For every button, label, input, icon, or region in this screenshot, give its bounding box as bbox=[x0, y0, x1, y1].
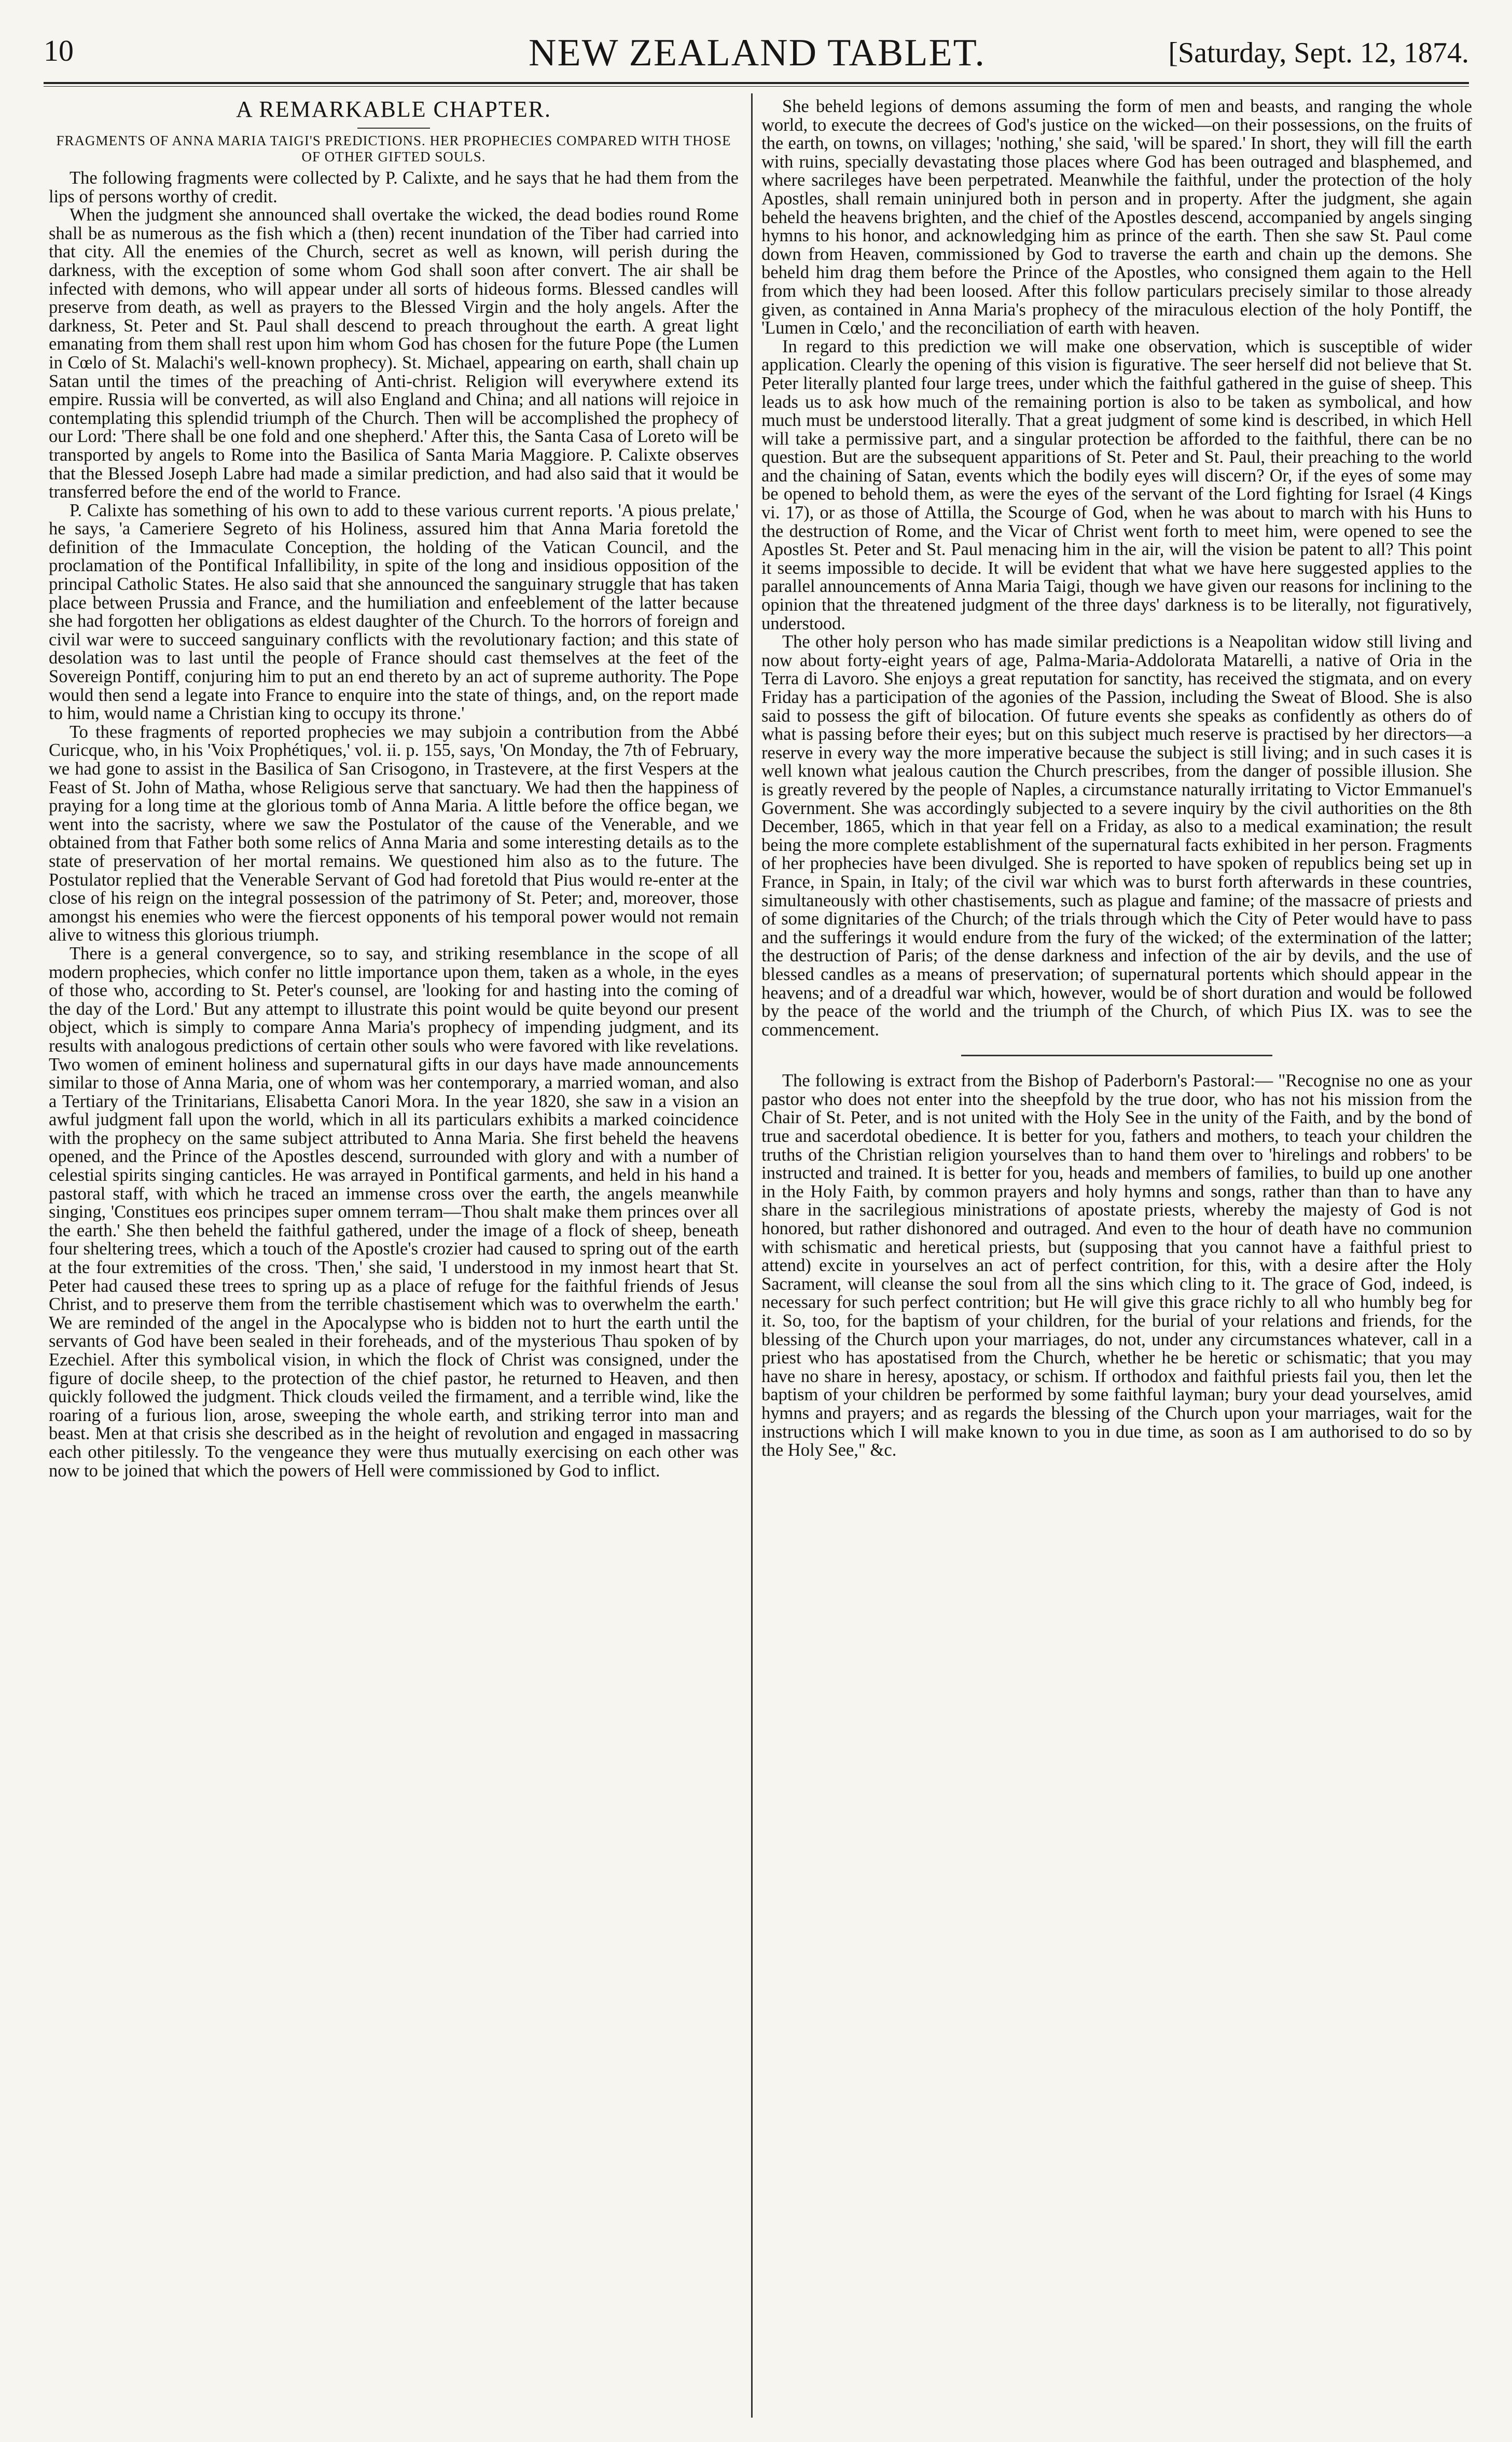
title-rule bbox=[357, 128, 430, 129]
masthead bbox=[44, 29, 1469, 79]
paragraph: In regard to this prediction we will make one observation, which is susceptible of wider application. Clearly the opening of this vision is figurative. The seer herself did not believe that St. Peter literally planted four large trees, under which the faithful gathered in the guise of sheep. This leads us to ask how much of the remaining portion is also to be taken as symbolical, and how much must be understood literally. That a great judgment of some kind is described, in which Hell will take a permissive part, and a singular protection be afforded to the faithful, there can be no question. But are the subsequent apparitions of St. Peter and St. Paul, their preaching to the world and the chaining of Satan, events which the bodily eyes will discern? Or, if the eyes of some may be opened to behold them, as were the eyes of the servant of the Lord fighting for Israel (4 Kings vi. 17), or as those of Attilla, the Scourge of God, when he was about to march with his Huns to the destruction of Rome, and the Vicar of Christ went forth to meet him, were opened to see the Apostles St. Peter and St. Paul menacing him in the air, will the vision be patent to all? This point it seems impossible to decide. It will be evident that what we have here suggested applies to the parallel announcements of Anna Maria Taigi, though we have given our reasons for inclining to the opinion that the threatened judgment of the three days' darkness is to be literally, not figuratively, understood. bbox=[761, 336, 1472, 633]
paragraph: The following fragments were collected by P. Calixte, and he says that he had them from the lips of persons worthy of credit. bbox=[49, 168, 739, 206]
paragraph: To these fragments of reported prophecies we may subjoin a contribution from the Abbé Curicque, who, in his 'Voix Prophétiques,' vol. ii. p. 155, says, 'On Monday, the 7th of February, we had gone to assist in the Basilica of San Crisogono, in Trastevere, at the first Vespers at the Feast of St. John of Matha, whose Religious serve that sanctuary. We had then the happiness of praying for a long time at the glorious tomb of Anna Maria. A little before the office began, we went into the sacristy, where we saw the Postulator of the cause of the Venerable, and we obtained from that Father both some relics of Anna Maria and some interesting details as to the state of preservation of her mortal remains. We questioned him also as to the future. The Postulator replied that the Venerable Servant of God had foretold that Pius would re-enter at the close of his reign on the integral possession of the patrimony of St. Peter; and, moreover, those amongst his enemies who were the fiercest opponents of his temporal power would not remain alive to witness this glorious triumph. bbox=[49, 722, 739, 945]
paragraph: There is a general convergence, so to say, and striking resemblance in the scope of all modern prophecies, which confer no little importance upon them, taken as a whole, in the eyes of those who, according to St. Peter's counsel, are 'looking for and hasting into the coming of the day of the Lord.' But any attempt to illustrate this point would be quite beyond our present object, which is simply to compare Anna Maria's prophecy of impending judgment, and its results with analogous predictions of certain other souls who were favored with like revelations. Two women of eminent holiness and supernatural gifts in our days have made announcements similar to those of Anna Maria, one of whom was her contemporary, a married woman, and also a Tertiary of the Trinitarians, Elisabetta Canori Mora. In the year 1820, she saw in a vision an awful judgment fall upon the world, which in all its particulars exhibits a marked coincidence with the prophecy on the same subject attributed to Anna Maria. She first beheld the heavens opened, and the Prince of the Apostles descend, surrounded with glory and with a number of celestial spirits singing canticles. He was arrayed in Pontifical garments, and held in his hand a pastoral staff, with which he traced an immense cross over the earth, the angels meanwhile singing, 'Constitues eos principes super omnem terram—Thou shalt make them princes over all the earth.' She then beheld the faithful gathered, under the image of a flock of sheep, beneath four sheltering trees, which a touch of the Apostle's crozier had caused to spring out of the earth at the four extremities of the cross. 'Then,' she said, 'I understood in my inmost heart that St. Peter had caused these trees to spring up as a place of refuge for the faithful friends of Jesus Christ, and to preserve them from the terrible chastisement which was to overwhelm the earth.' We are reminded of the angel in the Apocalypse who is bidden not to hurt the earth until the servants of God have been sealed in their foreheads, and of the mysterious Thau spoken of by Ezechiel. After this symbolical vision, in which the flock of Christ was consigned, under the figure of docile sheep, to the protection of the chief pastor, he returned to Heaven, and then quickly followed the judgment. Thick clouds veiled the firmament, and a terrible wind, like the roaring of a furious lion, arose, sweeping the whole earth, and striking terror into man and beast. Men at that crisis she described as in the height of revolution and engaged in massacring each other pitilessly. To the vengeance they were thus mutually exercising on each other was now to be joined that which the powers of Hell were commissioned by God to inflict. bbox=[49, 943, 739, 1481]
column-divider bbox=[751, 93, 753, 2418]
section-rule bbox=[961, 1055, 1272, 1056]
paragraph: When the judgment she announced shall overtake the wicked, the dead bodies round Rome shall be as numerous as the fish which a (then) recent inundation of the Tiber had carried into that city. All the enemies of the Church, secret as well as known, will perish during the darkness, with the exception of some whom God shall soon after convert. The air shall be infected with demons, who will appear under all sorts of hideous forms. Blessed candles will preserve from death, as well as prayers to the Blessed Virgin and the holy angels. After the darkness, St. Peter and St. Paul shall descend to preach throughout the earth. A great light emanating from them shall rest upon him whom God has chosen for the future Pope (the Lumen in Cœlo of St. Malachi's well-known prophecy). St. Michael, appearing on earth, shall chain up Satan until the times of the preaching of Anti-christ. Religion will everywhere extend its empire. Russia will be converted, as will also England and China; and all nations will rejoice in contemplating this splendid triumph of the Church. Then will be accomplished the prophecy of our Lord: 'There shall be one fold and one shepherd.' After this, the Santa Casa of Loreto will be transported by angels to Rome into the Basilica of Santa Maria Maggiore. P. Calixte observes that the Blessed Joseph Labre had made a similar prediction, and had also said that it would be transferred before the end of the world to France. bbox=[49, 205, 739, 502]
newspaper-title: NEW ZEALAND TABLET. bbox=[529, 32, 986, 74]
left-column bbox=[49, 98, 739, 2432]
issue-date: [Saturday, Sept. 12, 1874. bbox=[1168, 37, 1469, 69]
paragraph: She beheld legions of demons assuming the form of men and beasts, and ranging the whole world, to execute the decrees of God's justice on the wicked—on their possessions, on the fruits of the earth, on towns, on villages; 'nothing,' she said, 'will be spared.' In short, they will fill the earth with ruins, specially devastating those places where God has been outraged and blasphemed, and where sacrileges have been perpetrated. Meanwhile the faithful, under the protection of the holy Apostles, shall remain uninjured both in person and in property. After the judgment, she again beheld the heavens brighten, and the chief of the Apostles descend, accompanied by angels singing hymns to his honor, and acknowledging him as prince of the earth. Then she saw St. Paul come down from Heaven, commissioned by God to traverse the earth and chain up the demons. She beheld him drag them before the Prince of the Apostles, who consigned them again to the Hell from which they had been loosed. After this follow particulars precisely similar to those already given, as contained in Anna Maria's prophecy of the miraculous election of the holy Pontiff, the 'Lumen in Cœlo,' and the reconciliation of earth with heaven. bbox=[761, 98, 1472, 338]
page-number: 10 bbox=[44, 34, 74, 67]
right-column bbox=[761, 98, 1472, 2432]
header-rule bbox=[44, 82, 1469, 87]
article-title: A REMARKABLE CHAPTER. bbox=[236, 98, 551, 122]
article-subtitle: FRAGMENTS OF ANNA MARIA TAIGI'S PREDICTIONS. HER PROPHECIES COMPARED WITH THOSE OF OTHER GIFTED SOULS. bbox=[56, 133, 731, 164]
paragraph: The other holy person who has made similar predictions is a Neapolitan widow still living and now about forty-eight years of age, Palma-Maria-Addolorata Matarelli, a native of Oria in the Terra di Lavoro. She enjoys a great reputation for sanctity, has received the stigmata, and on every Friday has a participation of the agonies of the Passion, including the Sweat of Blood. She is also said to possess the gift of bilocation. Of future events she speaks as confidently as others do of what is passing before their eyes; but on this subject much reserve is practised by her directors—a reserve in every way the more imperative because the subject is still living; and in such cases it is well known what jealous caution the Church prescribes, from the danger of possible illusion. She is greatly revered by the people of Naples, a circumstance naturally irritating to Victor Emmanuel's Government. She was accordingly subjected to a severe inquiry by the civil authorities on the 8th December, 1865, which in that year fell on a Friday, as also to a medical examination; the result being the more complete establishment of the supernatural facts exhibited in her person. Fragments of her prophecies have been divulged. She is reported to have spoken of republics being set up in France, in Spain, in Italy; of the civil war which was to burst forth afterwards in these countries, simultaneously with other chastisements, such as plague and famine; of the massacre of priests and of some dignitaries of the Church; of the trials through which the City of Peter would have to pass and the sufferings it would endure from the fury of the wicked; of the extermination of the latter; the destruction of Paris; of the dense darkness and infection of the air by devils, and the use of blessed candles as a means of preservation; of supernatural portents which should appear in the heavens; and of a dreadful war which, however, would be of short duration and would be followed by the peace of the world and the triumph of the Church, of which Pius IX. was to see the commencement. bbox=[761, 632, 1472, 1040]
pastoral-paragraph: The following is extract from the Bishop of Paderborn's Pastoral:— "Recognise no one as your pastor who does not enter into the sheepfold by the true door, who has not his mission from the Chair of St. Peter, and is not united with the Holy See in the unity of the Faith, and by the bond of true and sacerdotal obedience. It is better for you, fathers and mothers, to teach your children the truths of the Christian religion yourselves than to hand them over to 'hirelings and robbers' to be instructed and trained. It is better for you, heads and members of families, to build up one another in the Holy Faith, by common prayers and holy hymns and songs, rather than than to have any share in the sacrilegious ministrations of apostate priests, whereby the majesty of God is not honored, but rather dishonored and outraged. And even to the hour of death have no communion with schismatic and heretical priests, but (supposing that you cannot have a faithful priest to attend) excite in yourselves an act of perfect contrition, for this, with a desire after the Holy Sacrament, will cleanse the soul from all the sins which cling to it. The grace of God, indeed, is necessary for such perfect contrition; but He will give this grace richly to all who humbly beg for it. So, too, for the baptism of your children, for the burial of your relations and friends, for the blessing of the Church upon your marriages, do not, under any circumstances whatever, call in a priest who has apostatised from the Church, whether he be heretic or schismatic; that you may have no share in heresy, apostacy, or schism. If orthodox and faithful priests fail you, then let the baptism of your children be performed by some faithful layman; bury your dead yourselves, amid hymns and prayers; and as regards the blessing of the Church upon your marriages, wait for the instructions which I will make known to you in due time, as soon as I am authorised to do so by the Holy See," &c. bbox=[761, 1071, 1472, 1460]
paragraph: P. Calixte has something of his own to add to these various current reports. 'A pious prelate,' he says, 'a Cameriere Segreto of his Holiness, assured him that Anna Maria foretold the definition of the Immaculate Conception, the holding of the Vatican Council, and the proclamation of the Pontifical Infallibility, in spite of the long and insidious opposition of the principal Catholic States. He also said that she announced the sanguinary struggle that has taken place between Prussia and France, and the humiliation and enfeeblement of the latter because she had forgotten her obligations as eldest daughter of the Church. To the horrors of foreign and civil war were to succeed sanguinary conflicts with the revolutionary faction; and this state of desolation was to last until the people of France should cast themselves at the feet of the Sovereign Pontiff, conjuring him to put an end thereto by an act of supreme authority. The Pope would then send a legate into France to enquire into the state of things, and, on the report made to him, would name a Christian king to occupy its throne.' bbox=[49, 500, 739, 724]
